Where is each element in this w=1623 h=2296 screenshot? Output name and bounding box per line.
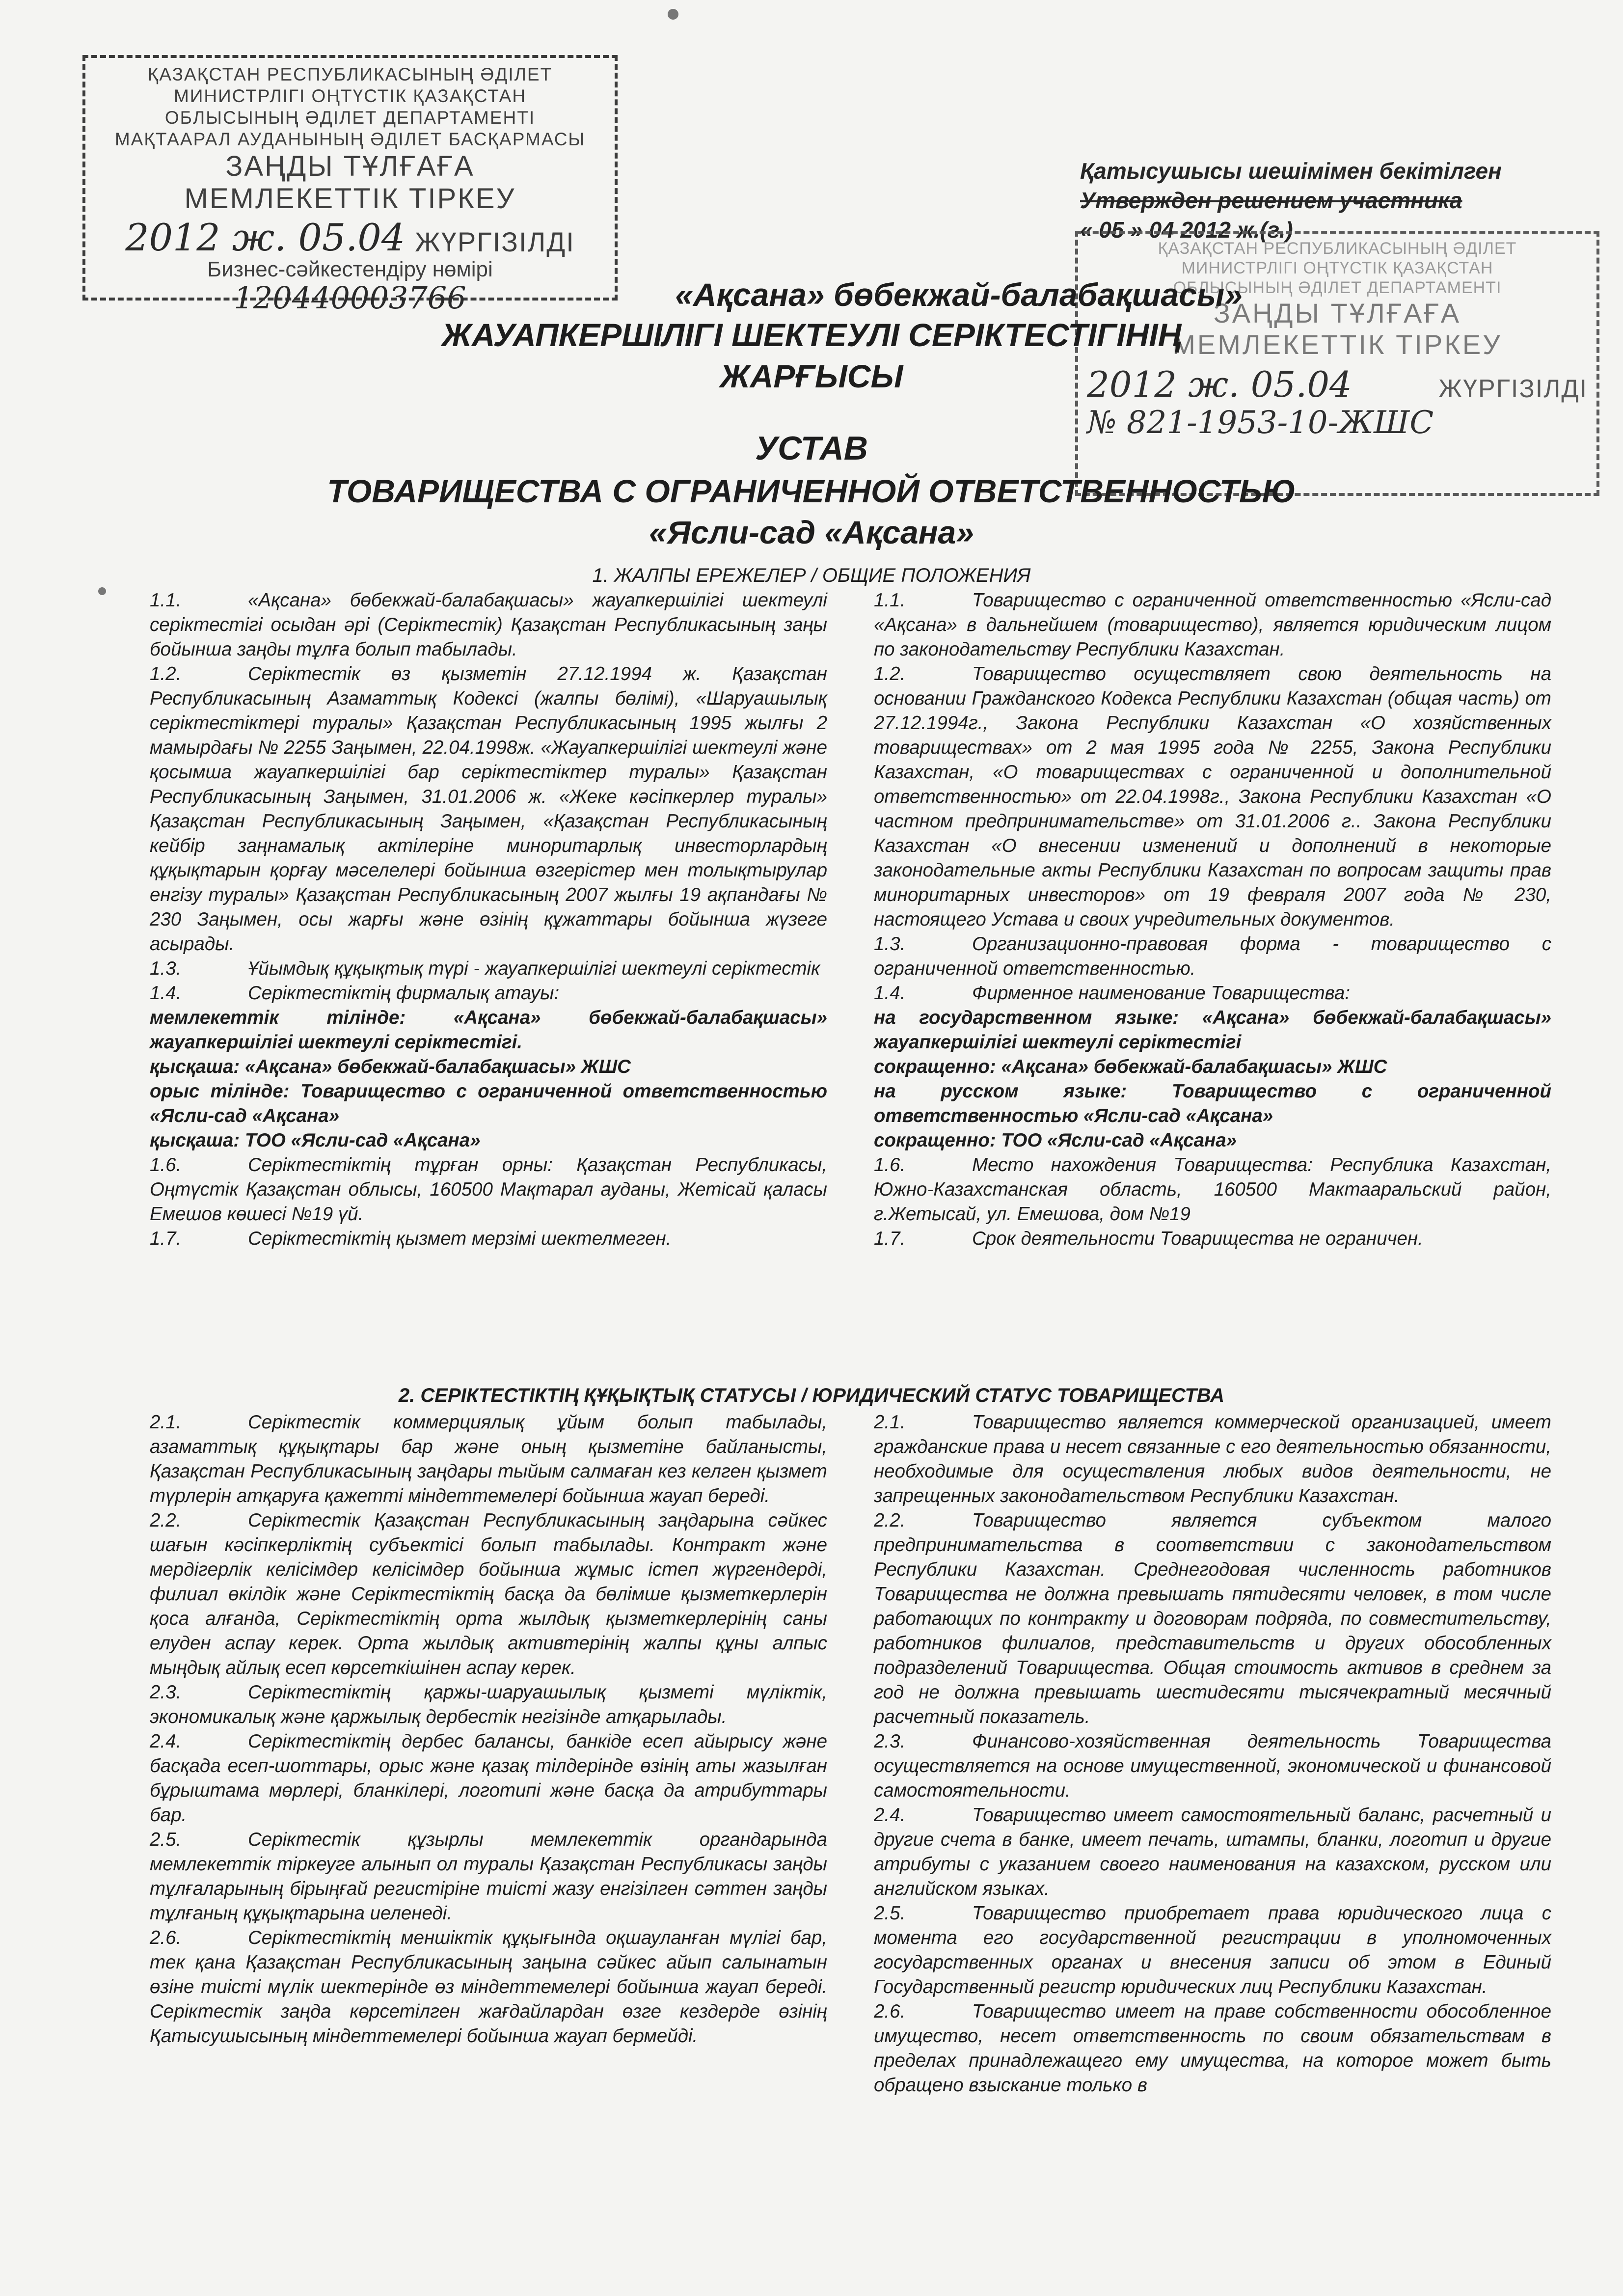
- clause-kz-2-5: 2.5. Серіктестік құзырлы мемлекеттік органдарында мемлекеттік тіркеуге алынып ол туралы Қазақстан Республикасы заңды тұлғаларының бірыңғай регистіріне тиісті жазу енгізілген сәттен заңды тұлғаның құқықтарына иеленеді.: [150, 1829, 827, 1924]
- document-titles: [0, 275, 1623, 553]
- scan-speck: [668, 9, 678, 20]
- clause-ru-2-6: 2.6. Товарищество имеет на праве собственности обособленное имущество, несет ответственность по своим обязательствам в пределах принадлежащего ему имущества, на которое может быть обращено взыскание только в: [874, 2001, 1551, 2096]
- stamp-left-line-2: МИНИСТРЛІГІ ОҢТҮСТІК ҚАЗАҚСТАН: [173, 86, 527, 106]
- clause-ru-2-3: 2.3. Финансово-хозяйственная деятельность Товарищества осуществляется на основе имущественной, экономической и финансовой самостоятельности.: [874, 1731, 1551, 1801]
- section-1-title: 1. ЖАЛПЫ ЕРЕЖЕЛЕР / ОБЩИЕ ПОЛОЖЕНИЯ: [592, 565, 1031, 586]
- clause-ru-name-ru: на русском языке: Товарищество с ограниченной ответственностью «Ясли-сад «Ақсана»: [874, 1081, 1551, 1126]
- stamp-left-bin-number: 120440003766: [234, 280, 466, 316]
- clause-ru-1-7: 1.7. Срок деятельности Товарищества не ограничен.: [874, 1228, 1423, 1249]
- clause-kz-name-ru: орыс тілінде: Товарищество с ограниченной ответственностью «Ясли-сад «Ақсана»: [150, 1081, 827, 1126]
- scan-speck: [98, 587, 106, 595]
- clause-ru-name-ru-short: сокращенно: ТОО «Ясли-сад «Ақсана»: [874, 1130, 1237, 1151]
- stamp-left-registration: МЕМЛЕКЕТТІК ТІРКЕУ: [184, 183, 516, 215]
- clause-ru-1-3: 1.3. Организационно-правовая форма - товарищество с ограниченной ответственностью.: [874, 933, 1551, 979]
- clause-ru-name-short: сокращенно: «Ақсана» бөбекжай-балабақшасы» ЖШС: [874, 1056, 1387, 1077]
- registration-stamp-left: [82, 55, 618, 316]
- clause-ru-2-1: 2.1. Товарищество является коммерческой организацией, имеет гражданские права и несет связанные с его деятельностью обязанности, необходимые для осуществления любых видов деятельности, не запрещенных законодательством Республики Казахстан.: [874, 1412, 1551, 1506]
- clause-kz-1-4: 1.4. Серіктестіктің фирмалық атауы:: [150, 983, 560, 1004]
- title-ru-charter: УСТАВ: [755, 430, 868, 467]
- stamp-left-date: 2012 ж. 05.04: [125, 216, 406, 259]
- section-2-title: 2. СЕРІКТЕСТІКТІҢ ҚҰҚЫҚТЫҚ СТАТУСЫ / ЮРИДИЧЕСКИЙ СТАТУС ТОВАРИЩЕСТВА: [398, 1385, 1225, 1406]
- stamp-right-line-3: ОБЛЫСЫНЫҢ ӘДІЛЕТ ДЕПАРТАМЕНТІ: [1173, 278, 1502, 297]
- clause-kz-1-3: 1.3. Ұйымдық құқықтық түрі - жауапкершілігі шектеулі серіктестік: [150, 958, 820, 979]
- clause-kz-name-short: қысқаша: «Ақсана» бөбекжай-балабақшасы» ЖШС: [150, 1056, 631, 1077]
- stamp-right-date: 2012 ж. 05.04: [1087, 364, 1352, 405]
- clause-kz-2-2: 2.2. Серіктестік Қазақстан Республикасының заңдарына сәйкес шағын кәсіпкерліктің субъектісі болып табылады. Контракт және мердігерлік келісімдер келісімдер бойынша жұмыс істеп жүргендерді, филиал өкілдік және Серіктестіктің басқа да бөлімше қызметкерлерін қоса алғанда, Серіктестіктің орта жылдық қызметкерлерінің саны елуден аспау керек. Орта жылдық активтерінің жалпы құны алпыс мыңдық айлық есеп көрсеткішінен аспау керек.: [150, 1510, 827, 1678]
- section-1-kz-column: [150, 588, 827, 1251]
- stamp-right-number: № 821-1953-10-ЖШС: [1087, 405, 1434, 441]
- section-1-ru-column: [874, 588, 1551, 1251]
- clause-kz-1-6: 1.6. Серіктестіктің тұрған орны: Қазақстан Республикасы, Оңтүстік Қазақстан облысы, 160500 Мақтарал ауданы, Жетісай қаласы Емешов көшесі №19 үй.: [150, 1154, 827, 1225]
- clause-kz-1-2: 1.2. Серіктестік өз қызметін 27.12.1994 ж. Қазақстан Республикасының Азаматтық Кодексі (жалпы бөлімі), «Шаруашылық серіктестіктері туралы» Қазақстан Республикасының 1995 жылғы 2 мамырдағы № 2255 Заңымен, 22.04.1998ж. «Жауапкершілігі шектеулі және қосымша жауапкершілігі бар серіктестіктер туралы» Қазақстан Республикасының Заңымен, 31.01.2006 ж. «Жеке кәсіпкерлер туралы» Қазақстан Республикасының Заңымен, «Қазақстан Республикасының кейбір заңнамалық актілеріне миноритарлық инвесторлардың құқықтарын қорғау мәселелері бойынша өзгерістер мен толықтырулар енгізу туралы» Қазақстан Республикасының 2007 жылғы 19 ақпандағы № 230 Заңымен, осы жарғы және өзінің құжаттары бойынша жүзеге асырады.: [150, 663, 827, 955]
- clause-kz-2-6: 2.6. Серіктестіктің меншіктік құқығында оқшауланған мүлігі бар, тек қана Қазақстан Республикасының заңына сәйкес айып салынатын өзіне тиісті мүлік шектерінде өз міндеттемелері бойынша жауап береді. Серіктестік заңда көрсетілген жағдайлардан өзге кездерде өзінің Қатысушысының міндеттемелері бойынша жауап бермейді.: [150, 1927, 827, 2047]
- stamp-left-line-1: ҚАЗАҚСТАН РЕСПУБЛИКАСЫНЫҢ ӘДІЛЕТ: [147, 64, 553, 84]
- clause-ru-1-6: 1.6. Место нахождения Товарищества: Республика Казахстан, Южно-Казахстанская область, 160500 Мактааральский район, г.Жетысай, ул. Емешова, дом №19: [874, 1154, 1551, 1225]
- title-ru-name: «Ясли-сад «Ақсана»: [649, 514, 974, 550]
- clause-kz-1-7: 1.7. Серіктестіктің қызмет мерзімі шектелмеген.: [150, 1228, 672, 1249]
- clause-ru-2-2: 2.2. Товарищество является субъектом малого предпринимательства в соответствии с законодательством Республики Казахстан. Среднегодовая численность работников Товарищества не должна превышать пятидесяти человек, в том числе работающих по контракту и договорам подряда, по совместительству, работников филиалов, представительств и других обособленных подразделений Товарищества. Общая стоимость активов в среднем за год не должна превышать шестидесяти тысячекратный месячный расчетный показатель.: [874, 1510, 1551, 1727]
- clause-kz-name-state: мемлекеттік тілінде: «Ақсана» бөбекжай-балабақшасы» жауапкершілігі шектеулі серіктестігі.: [150, 1007, 827, 1053]
- clause-ru-2-4: 2.4. Товарищество имеет самостоятельный баланс, расчетный и другие счета в банке, имеет печать, штампы, бланки, логотип и другие атрибуты с указанием своего наименования на казахском, русском или английском языках.: [874, 1804, 1551, 1899]
- title-ru-type: ТОВАРИЩЕСТВА С ОГРАНИЧЕННОЙ ОТВЕТСТВЕННОСТЬЮ: [327, 473, 1296, 509]
- clause-ru-1-4: 1.4. Фирменное наименование Товарищества:: [874, 983, 1351, 1004]
- approval-date: « 05 » 04 2012 ж.(г.): [1080, 217, 1293, 243]
- approval-line-kz: Қатысушысы шешімімен бекітілген: [1080, 158, 1502, 184]
- approval-line-ru: Утвержден решением участника: [1080, 188, 1462, 213]
- stamp-left-line-4: МАҚТААРАЛ АУДАНЫНЫҢ ӘДІЛЕТ БАСҚАРМАСЫ: [114, 129, 586, 149]
- clause-kz-2-1: 2.1. Серіктестік коммерциялық ұйым болып табылады, азаматтық құқықтары бар және оның қызметіне байланысты, Қазақстан Республикасының заңдары тыйым салмаған кез келген қызмет түрлерін атқаруға қажетті міндеттемелері бойынша жауап береді.: [150, 1412, 827, 1506]
- title-kz-charter: ЖАРҒЫСЫ: [720, 358, 903, 394]
- stamp-left-registered-label: ЖҮРГІЗІЛДІ: [415, 226, 575, 257]
- clause-kz-name-ru-short: қысқаша: ТОО «Ясли-сад «Ақсана»: [150, 1130, 481, 1151]
- clause-kz-2-3: 2.3. Серіктестіктің қаржы-шаруашылық қызметі мүліктік, экономикалық және қаржылық дербестік негізінде атқарылады.: [150, 1682, 827, 1727]
- stamp-right-line-1: ҚАЗАҚСТАН РЕСПУБЛИКАСЫНЫҢ ӘДІЛЕТ: [1158, 239, 1517, 258]
- clause-ru-1-2: 1.2. Товарищество осуществляет свою деятельность на основании Гражданского Кодекса Республики Казахстан (общая часть) от 27.12.1994г., Закона Республики Казахстан «О хозяйственных товариществах» от 2 мая 1995 года № 2255, Закона Республики Казахстан, «О товариществах с ограниченной и дополнительной ответственностью» от 22.04.1998г., Закона Республики Казахстан «О частном предпринимательстве» от 31.01.2006 г.. Закона Республики Казахстан «О внесении изменений и дополнений в некоторые законодательные акты Республики Казахстан по вопросам защиты прав миноритарных инвесторов» от 19 февраля 2007 года № 230, настоящего Устава и своих учредительных документов.: [874, 663, 1551, 930]
- title-kz-name: «Ақсана» бөбекжай-балабақшасы»: [675, 276, 1243, 313]
- stamp-left-line-3: ОБЛЫСЫНЫҢ ӘДІЛЕТ ДЕПАРТАМЕНТІ: [164, 108, 536, 128]
- stamp-right-entity: ЗАҢДЫ ТҰЛҒАҒА: [1213, 298, 1461, 328]
- clause-ru-2-5: 2.5. Товарищество приобретает права юридического лица с момента его государственной регистрации в уполномоченных государственных органах и внесения записи об этом в Единый Государственный регистр юридических лиц Республики Казахстан.: [874, 1903, 1551, 1997]
- clause-kz-2-4: 2.4. Серіктестіктің дербес балансы, банкіде есеп айырысу және басқада есеп-шоттары, орыс және қазақ тілдерінде өзінің аты жазылған бұрыштама мөрлері, бланкілері, логотипі және басқа да атрибуттары бар.: [150, 1731, 827, 1826]
- section-2-kz-column: [150, 1410, 827, 2049]
- section-2-ru-column: [874, 1410, 1551, 2098]
- stamp-left-date-row: [94, 218, 606, 257]
- stamp-right-line-2: МИНИСТРЛІГІ ОҢТҮСТІК ҚАЗАҚСТАН: [1181, 259, 1493, 277]
- clause-kz-1-1: 1.1. «Ақсана» бөбекжай-балабақшасы» жауапкершілігі шектеулі серіктестігі осыдан әрі (Серіктестік) Қазақстан Республикасының заңы бойынша заңды тұлға болып табылады.: [150, 590, 827, 660]
- clause-ru-name-state: на государственном языке: «Ақсана» бөбекжай-балабақшасы» жауапкершілігі шектеулі серіктестігі: [874, 1007, 1551, 1053]
- stamp-left-bin-label: Бизнес-сәйкестендіру нөмірі: [207, 257, 493, 281]
- stamp-left-entity: ЗАҢДЫ ТҰЛҒАҒА: [225, 150, 475, 182]
- stamp-right-registration: МЕМЛЕКЕТТІК ТІРКЕУ: [1172, 329, 1502, 360]
- stamp-right-registered-label: ЖҮРГІЗІЛДІ: [1438, 375, 1588, 403]
- title-kz-type: ЖАУАПКЕРШІЛІГІ ШЕКТЕУЛІ СЕРІКТЕСТІГІНІҢ: [441, 317, 1182, 353]
- clause-ru-1-1: 1.1. Товарищество с ограниченной ответственностью «Ясли-сад «Ақсана» в дальнейшем (товарищество), является юридическим лицом по законодательству Республики Казахстан.: [874, 590, 1551, 660]
